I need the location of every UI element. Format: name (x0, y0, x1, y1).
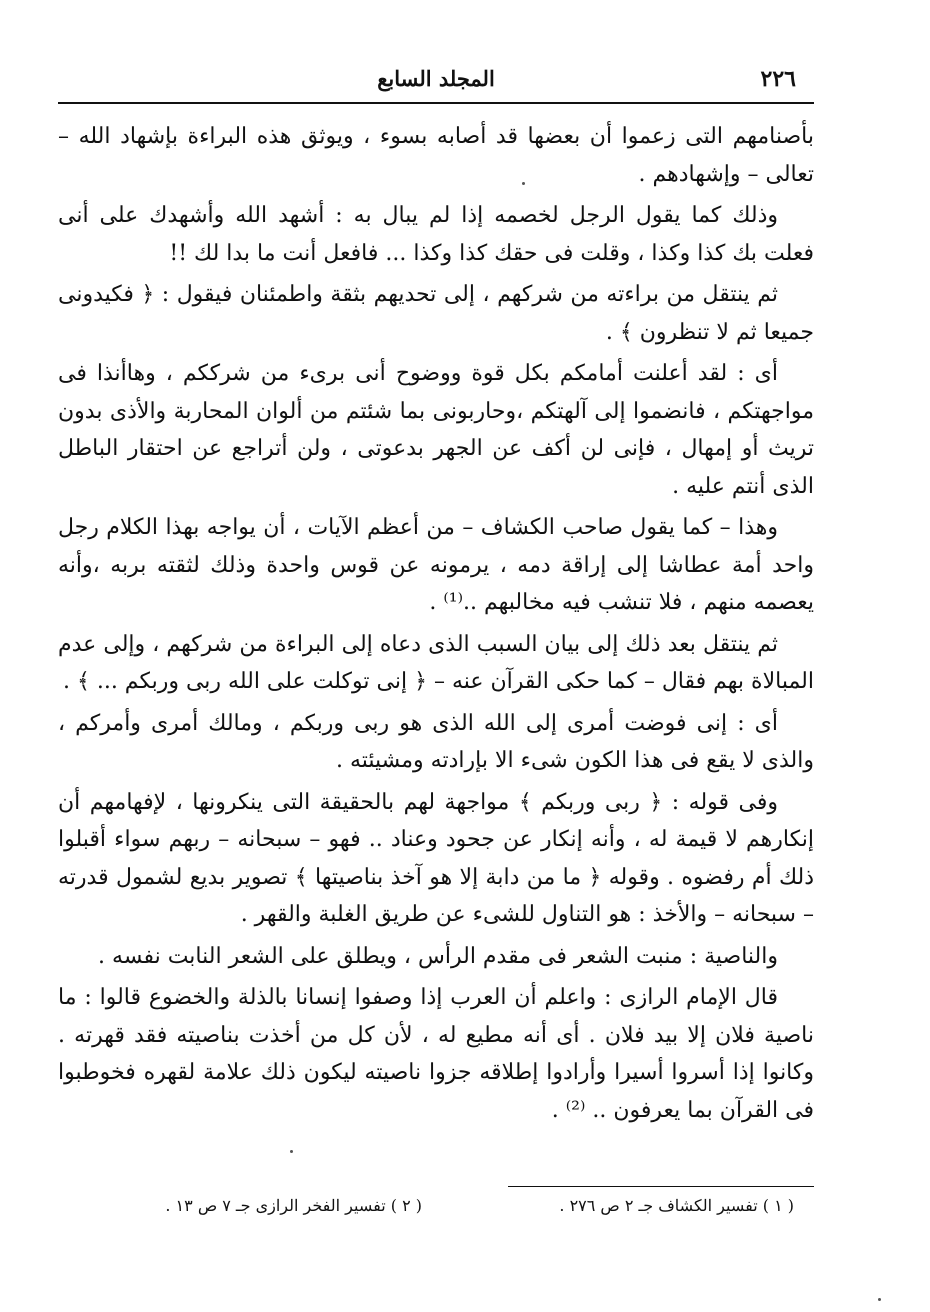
footnote-2: ( ٢ ) تفسير الفخر الرازى جـ ٧ ص ١٣ . (165, 1196, 422, 1215)
scan-speck (878, 1298, 881, 1301)
paragraph: ثم ينتقل من براءته من شركهم ، إلى تحديهم بثقة واطمئنان فيقول : ﴿ فكيدونى جميعا ثم لا تنظرون ﴾ . (58, 282, 814, 345)
footnote-1: ( ١ ) تفسير الكشاف جـ ٢ ص ٢٧٦ . (559, 1196, 794, 1215)
paragraph: ثم ينتقل بعد ذلك إلى بيان السبب الذى دعاه إلى البراءة من شركهم ، وإلى عدم المبالاة بهم فقال – كما حكى القرآن عنه – ﴿ إنى توكلت على الله ربى وربكم ... ﴾ . (58, 631, 814, 694)
paragraph: أى : لقد أعلنت أمامكم بكل قوة ووضوح أنى برىء من شرككم ، وهاأنذا فى مواجهتكم ، فانضموا إلى آلهتكم ،وحاربونى بما شئتم من ألوان المحاربة والأذى بدون تريث أو إمهال ، فإنى لن أكف عن الجهر بدعوتى ، ولن أتراجع عن احتقار الباطل الذى أنتم عليه . (58, 361, 814, 499)
scan-speck (522, 182, 525, 185)
body-text (58, 118, 814, 1133)
footnote-divider (508, 1186, 814, 1187)
paragraph: والناصية : منبت الشعر فى مقدم الرأس ، ويطلق على الشعر النابت نفسه . (98, 943, 778, 969)
page-number: ٢٢٦ (760, 66, 796, 92)
paragraph: أى : إنى فوضت أمرى إلى الله الذى هو ربى وربكم ، ومالك أمرى وأمركم ، والذى لا يقع فى هذا الكون شىء الا بإرادته ومشيئته . (58, 710, 814, 773)
paragraph: وذلك كما يقول الرجل لخصمه إذا لم يبال به : أشهد الله وأشهدك على أنى فعلت بك كذا وكذا ، وقلت فى حقك كذا وكذا ... فافعل أنت ما بدا لك !! (58, 203, 814, 266)
paragraph: قال الإمام الرازى : واعلم أن العرب إذا وصفوا إنسانا بالذلة والخضوع قالوا : ما ناصية فلان إلا بيد فلان . أى أنه مطيع له ، لأن كل من أخذت بناصيته فقد قهرته . وكانوا إذا أسروا أسيرا وأرادوا إطلاقه جزوا ناصيته ليكون ذلك علامة لقهره فخوطبوا فى القرآن بما يعرفون .. ⁽²⁾ . (58, 985, 814, 1123)
paragraph: وهذا – كما يقول صاحب الكشاف – من أعظم الآيات ، أن يواجه بهذا الكلام رجل واحد أمة عطاشا إلى إراقة دمه ، يرمونه عن قوس واحدة وذلك لثقته بربه ،وأنه يعصمه منهم ، فلا تنشب فيه مخالبهم ..⁽¹⁾ . (58, 515, 814, 615)
footnotes (58, 1196, 814, 1228)
volume-title: المجلد السابع (377, 66, 495, 91)
page-header (58, 58, 814, 104)
paragraph: وفى قوله : ﴿ ربى وربكم ﴾ مواجهة لهم بالحقيقة التى ينكرونها ، لإفهامهم أن إنكارهم لا قيمة له ، وأنه إنكار عن جحود وعناد .. فهو – سبحانه – ربهم سواء أقبلوا ذلك أم رفضوه . وقوله ﴿ ما من دابة إلا هو آخذ بناصيتها ﴾ تصوير بديع لشمول قدرته – سبحانه – والأخذ : هو التناول للشىء عن طريق الغلبة والقهر . (58, 789, 814, 927)
scan-speck (290, 1150, 293, 1153)
paragraph: بأصنامهم التى زعموا أن بعضها قد أصابه بسوء ، ويوثق هذه البراءة بإشهاد الله – تعالى – وإشهادهم . (58, 124, 814, 187)
